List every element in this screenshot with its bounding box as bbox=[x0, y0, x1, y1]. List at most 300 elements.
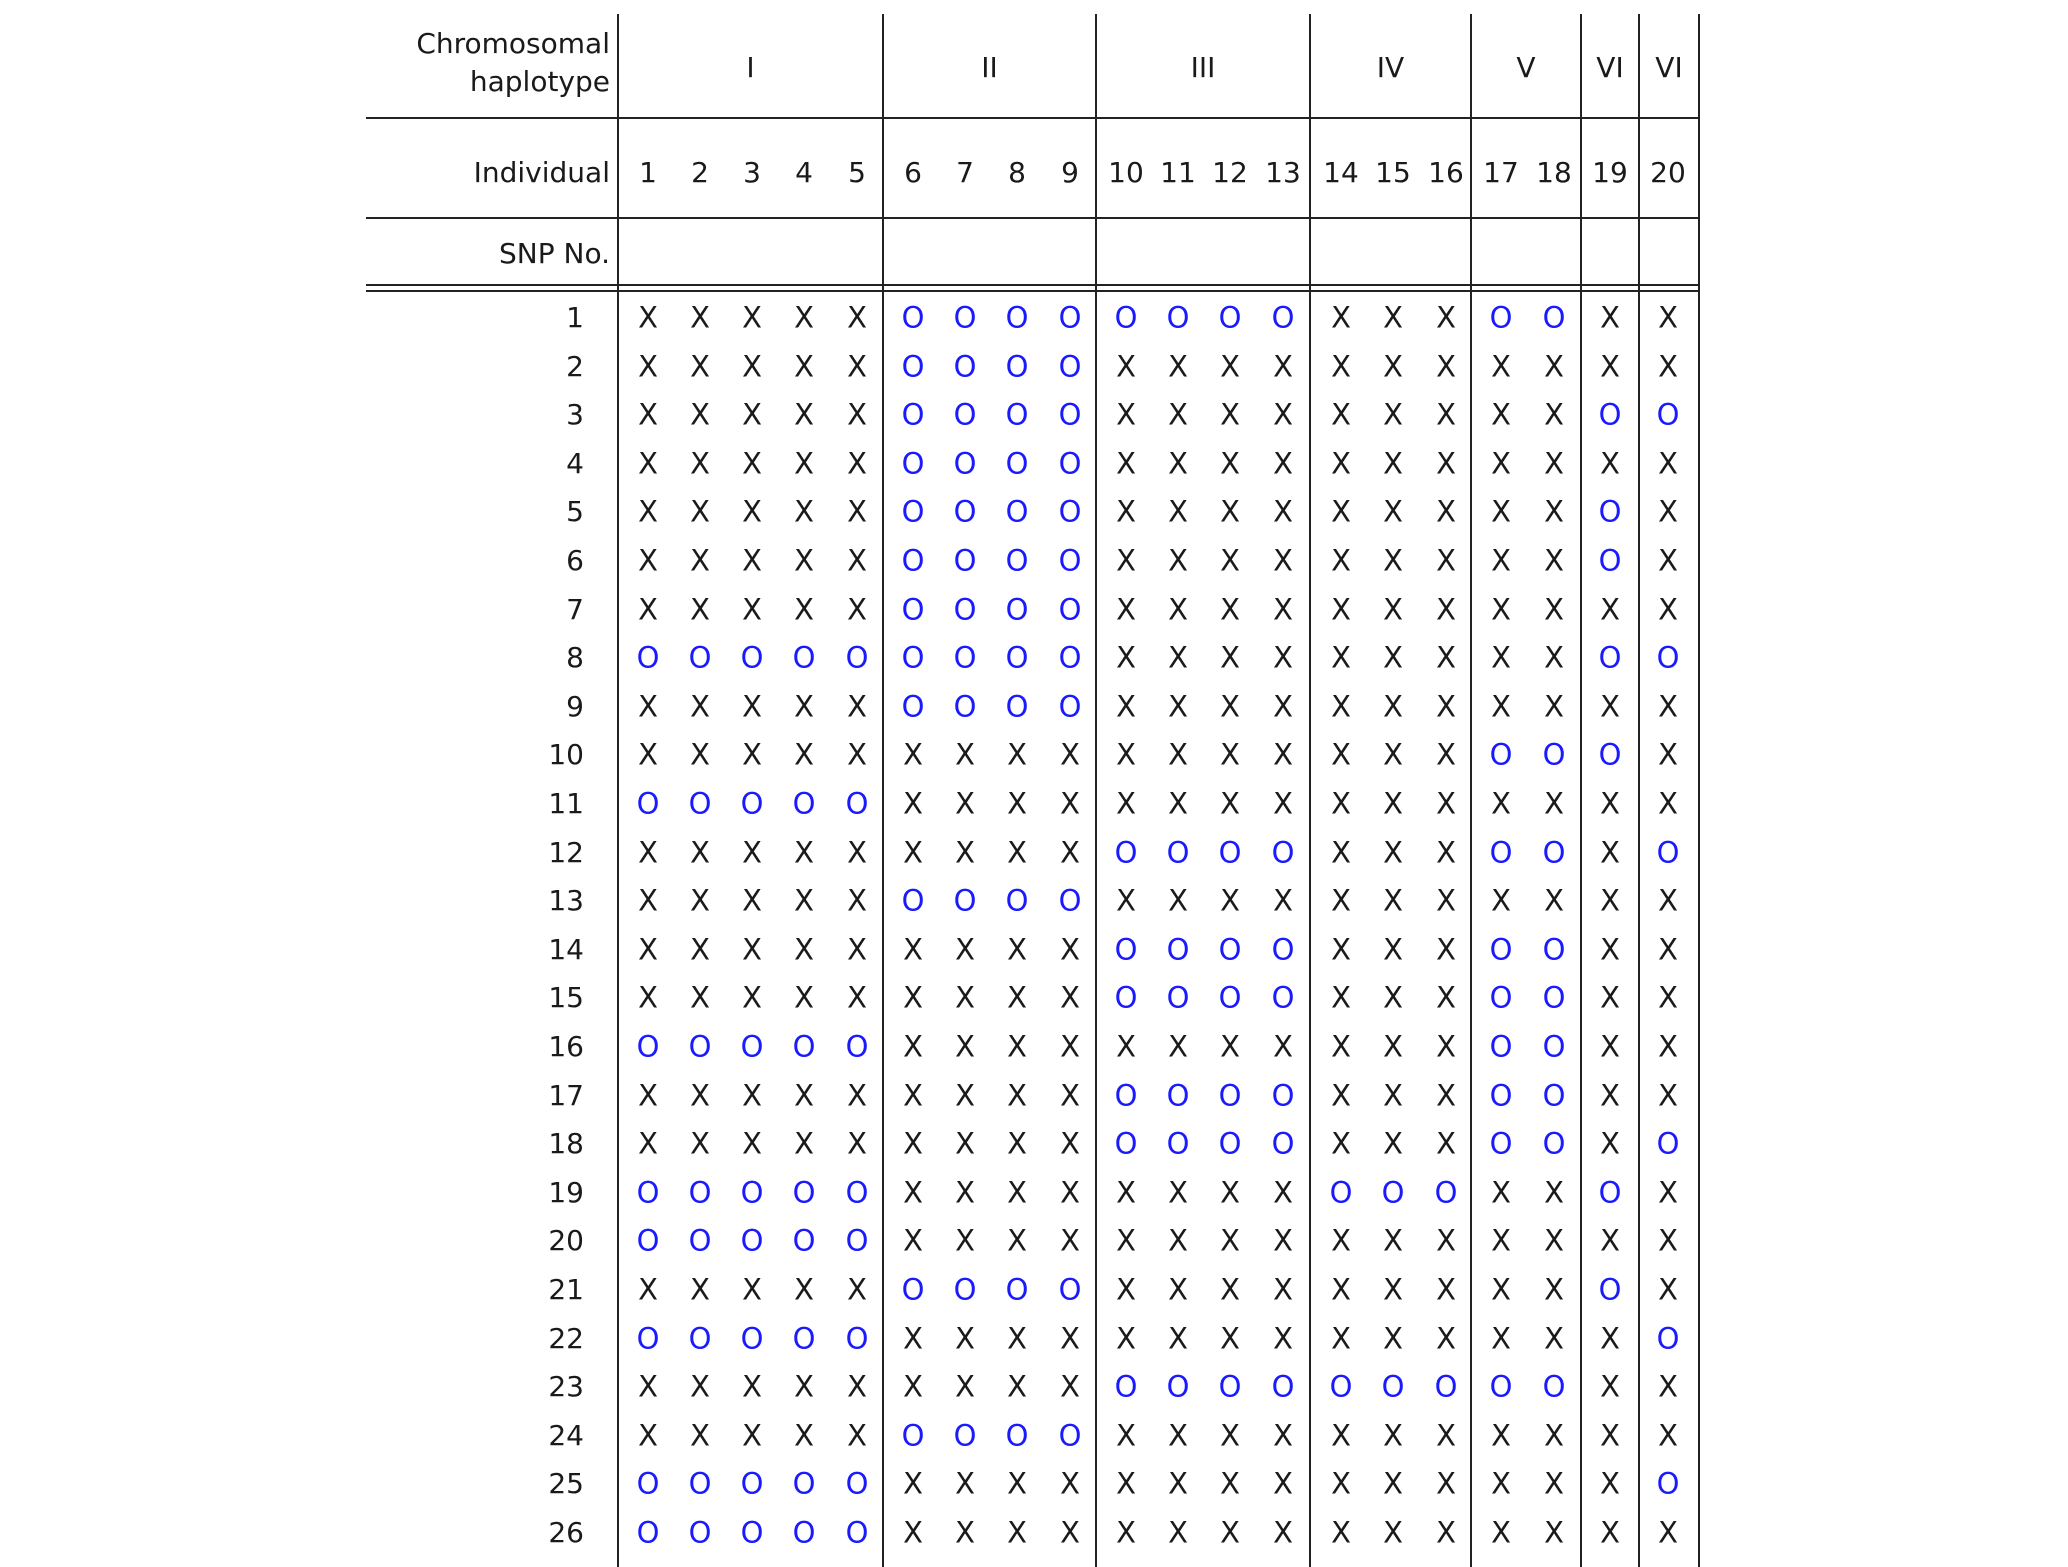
genotype-o-mark: O bbox=[792, 1466, 816, 1501]
genotype-x-mark: X bbox=[903, 1029, 923, 1064]
genotype-x-mark: X bbox=[1658, 1223, 1678, 1258]
genotype-o-mark: O bbox=[1114, 300, 1138, 335]
genotype-x-mark: X bbox=[1600, 1078, 1620, 1113]
genotype-x-mark: X bbox=[1436, 932, 1456, 967]
genotype-x-mark: X bbox=[1220, 883, 1240, 918]
genotype-x-mark: X bbox=[1007, 1321, 1027, 1356]
genotype-x-mark: X bbox=[1060, 737, 1080, 772]
genotype-o-mark: O bbox=[1058, 1418, 1082, 1453]
genotype-x-mark: X bbox=[1220, 1466, 1240, 1501]
genotype-x-mark: X bbox=[1220, 543, 1240, 578]
genotype-x-mark: X bbox=[1491, 494, 1511, 529]
genotype-x-mark: X bbox=[690, 349, 710, 384]
genotype-x-mark: X bbox=[955, 835, 975, 870]
genotype-o-mark: O bbox=[792, 1175, 816, 1210]
genotype-x-mark: X bbox=[1383, 397, 1403, 432]
genotype-x-mark: X bbox=[690, 592, 710, 627]
genotype-o-mark: O bbox=[1656, 397, 1680, 432]
genotype-x-mark: X bbox=[794, 543, 814, 578]
genotype-x-mark: X bbox=[1273, 1175, 1293, 1210]
genotype-x-mark: X bbox=[794, 689, 814, 724]
genotype-x-mark: X bbox=[1658, 300, 1678, 335]
genotype-x-mark: X bbox=[690, 397, 710, 432]
genotype-x-mark: X bbox=[1116, 446, 1136, 481]
genotype-x-mark: X bbox=[1600, 689, 1620, 724]
genotype-o-mark: O bbox=[901, 1418, 925, 1453]
genotype-o-mark: O bbox=[1489, 1369, 1513, 1404]
genotype-x-mark: X bbox=[1331, 1321, 1351, 1356]
genotype-x-mark: X bbox=[1658, 1029, 1678, 1064]
genotype-o-mark: O bbox=[1542, 1369, 1566, 1404]
genotype-x-mark: X bbox=[1273, 446, 1293, 481]
genotype-o-mark: O bbox=[1598, 543, 1622, 578]
genotype-x-mark: X bbox=[1491, 543, 1511, 578]
group-separator-2 bbox=[882, 14, 884, 1567]
genotype-x-mark: X bbox=[638, 835, 658, 870]
genotype-x-mark: X bbox=[638, 300, 658, 335]
genotype-o-mark: O bbox=[901, 543, 925, 578]
genotype-x-mark: X bbox=[1168, 446, 1188, 481]
genotype-o-mark: O bbox=[1166, 980, 1190, 1015]
genotype-x-mark: X bbox=[1600, 1466, 1620, 1501]
genotype-x-mark: X bbox=[1383, 300, 1403, 335]
genotype-o-mark: O bbox=[1058, 689, 1082, 724]
genotype-x-mark: X bbox=[1383, 543, 1403, 578]
individual-number: 3 bbox=[743, 156, 761, 189]
genotype-x-mark: X bbox=[955, 932, 975, 967]
genotype-o-mark: O bbox=[1656, 1466, 1680, 1501]
genotype-o-mark: O bbox=[1329, 1369, 1353, 1404]
genotype-o-mark: O bbox=[1542, 835, 1566, 870]
snp-number: 23 bbox=[548, 1370, 584, 1404]
snp-number: 16 bbox=[548, 1030, 584, 1063]
genotype-o-mark: O bbox=[1542, 737, 1566, 772]
snp-number: 2 bbox=[566, 349, 584, 383]
genotype-x-mark: X bbox=[1436, 737, 1456, 772]
genotype-x-mark: X bbox=[742, 300, 762, 335]
snp-number: 12 bbox=[548, 835, 584, 869]
genotype-o-mark: O bbox=[740, 1515, 764, 1550]
genotype-o-mark: O bbox=[1005, 349, 1029, 384]
genotype-x-mark: X bbox=[955, 737, 975, 772]
genotype-x-mark: X bbox=[1273, 1272, 1293, 1307]
genotype-x-mark: X bbox=[1658, 446, 1678, 481]
genotype-x-mark: X bbox=[1060, 835, 1080, 870]
genotype-x-mark: X bbox=[1600, 300, 1620, 335]
genotype-o-mark: O bbox=[1598, 737, 1622, 772]
genotype-x-mark: X bbox=[903, 1369, 923, 1404]
snp-number: 9 bbox=[566, 689, 584, 723]
genotype-x-mark: X bbox=[1436, 349, 1456, 384]
group-separator-8 bbox=[1698, 14, 1700, 1567]
genotype-x-mark: X bbox=[690, 543, 710, 578]
genotype-o-mark: O bbox=[688, 1223, 712, 1258]
genotype-o-mark: O bbox=[1218, 1126, 1242, 1161]
genotype-o-mark: O bbox=[1166, 835, 1190, 870]
genotype-o-mark: O bbox=[953, 640, 977, 675]
genotype-x-mark: X bbox=[1383, 1418, 1403, 1453]
genotype-x-mark: X bbox=[1168, 1223, 1188, 1258]
snp-number: 7 bbox=[566, 592, 584, 626]
genotype-x-mark: X bbox=[1273, 1466, 1293, 1501]
genotype-x-mark: X bbox=[1060, 1078, 1080, 1113]
genotype-o-mark: O bbox=[1598, 640, 1622, 675]
haplotype-group-label: VI bbox=[1655, 51, 1683, 84]
genotype-x-mark: X bbox=[1331, 349, 1351, 384]
snp-number: 20 bbox=[548, 1224, 584, 1258]
genotype-x-mark: X bbox=[955, 1029, 975, 1064]
genotype-x-mark: X bbox=[847, 883, 867, 918]
group-separator-4 bbox=[1309, 14, 1311, 1567]
genotype-x-mark: X bbox=[1436, 980, 1456, 1015]
genotype-x-mark: X bbox=[1436, 835, 1456, 870]
genotype-o-mark: O bbox=[845, 640, 869, 675]
genotype-o-mark: O bbox=[1489, 737, 1513, 772]
genotype-o-mark: O bbox=[953, 1418, 977, 1453]
genotype-x-mark: X bbox=[847, 300, 867, 335]
genotype-x-mark: X bbox=[1383, 1321, 1403, 1356]
genotype-x-mark: X bbox=[742, 1078, 762, 1113]
genotype-x-mark: X bbox=[690, 446, 710, 481]
genotype-x-mark: X bbox=[1007, 1223, 1027, 1258]
genotype-x-mark: X bbox=[742, 932, 762, 967]
genotype-x-mark: X bbox=[955, 1515, 975, 1550]
genotype-x-mark: X bbox=[1544, 1466, 1564, 1501]
genotype-x-mark: X bbox=[1491, 1418, 1511, 1453]
genotype-o-mark: O bbox=[1542, 1029, 1566, 1064]
genotype-x-mark: X bbox=[1116, 1515, 1136, 1550]
genotype-x-mark: X bbox=[1600, 1029, 1620, 1064]
genotype-x-mark: X bbox=[1600, 349, 1620, 384]
genotype-o-mark: O bbox=[1058, 300, 1082, 335]
genotype-x-mark: X bbox=[1007, 737, 1027, 772]
genotype-x-mark: X bbox=[742, 1272, 762, 1307]
genotype-x-mark: X bbox=[1491, 1515, 1511, 1550]
genotype-x-mark: X bbox=[1436, 543, 1456, 578]
genotype-x-mark: X bbox=[1383, 689, 1403, 724]
genotype-o-mark: O bbox=[901, 494, 925, 529]
genotype-o-mark: O bbox=[953, 300, 977, 335]
genotype-o-mark: O bbox=[1489, 1029, 1513, 1064]
genotype-x-mark: X bbox=[1007, 835, 1027, 870]
genotype-x-mark: X bbox=[847, 446, 867, 481]
genotype-x-mark: X bbox=[903, 1175, 923, 1210]
genotype-x-mark: X bbox=[1331, 1078, 1351, 1113]
genotype-x-mark: X bbox=[1220, 1029, 1240, 1064]
header-rule-haplotype bbox=[366, 117, 1699, 119]
genotype-x-mark: X bbox=[794, 397, 814, 432]
genotype-o-mark: O bbox=[1489, 835, 1513, 870]
genotype-x-mark: X bbox=[1544, 689, 1564, 724]
genotype-x-mark: X bbox=[794, 494, 814, 529]
genotype-x-mark: X bbox=[1168, 1418, 1188, 1453]
genotype-x-mark: X bbox=[742, 980, 762, 1015]
genotype-x-mark: X bbox=[690, 300, 710, 335]
genotype-x-mark: X bbox=[1116, 1321, 1136, 1356]
snp-number: 17 bbox=[548, 1078, 584, 1112]
genotype-x-mark: X bbox=[903, 932, 923, 967]
genotype-x-mark: X bbox=[1007, 1369, 1027, 1404]
individual-number: 1 bbox=[639, 156, 657, 189]
genotype-x-mark: X bbox=[1060, 786, 1080, 821]
genotype-x-mark: X bbox=[690, 689, 710, 724]
genotype-x-mark: X bbox=[1331, 1418, 1351, 1453]
genotype-x-mark: X bbox=[1116, 737, 1136, 772]
genotype-x-mark: X bbox=[1331, 1515, 1351, 1550]
genotype-x-mark: X bbox=[638, 349, 658, 384]
genotype-x-mark: X bbox=[638, 397, 658, 432]
genotype-x-mark: X bbox=[955, 1223, 975, 1258]
genotype-x-mark: X bbox=[1658, 1418, 1678, 1453]
genotype-x-mark: X bbox=[955, 1321, 975, 1356]
genotype-o-mark: O bbox=[1271, 980, 1295, 1015]
genotype-x-mark: X bbox=[1436, 300, 1456, 335]
genotype-x-mark: X bbox=[1436, 1272, 1456, 1307]
genotype-o-mark: O bbox=[1114, 835, 1138, 870]
genotype-x-mark: X bbox=[1600, 1321, 1620, 1356]
genotype-x-mark: X bbox=[1544, 1175, 1564, 1210]
genotype-o-mark: O bbox=[740, 1223, 764, 1258]
genotype-x-mark: X bbox=[794, 883, 814, 918]
genotype-x-mark: X bbox=[1436, 1223, 1456, 1258]
genotype-x-mark: X bbox=[1491, 1175, 1511, 1210]
genotype-x-mark: X bbox=[1600, 446, 1620, 481]
genotype-x-mark: X bbox=[638, 883, 658, 918]
genotype-x-mark: X bbox=[1220, 1321, 1240, 1356]
snp-number: 5 bbox=[566, 495, 584, 529]
genotype-x-mark: X bbox=[1436, 1029, 1456, 1064]
genotype-o-mark: O bbox=[1218, 980, 1242, 1015]
genotype-x-mark: X bbox=[742, 1369, 762, 1404]
genotype-o-mark: O bbox=[1598, 494, 1622, 529]
genotype-x-mark: X bbox=[1383, 592, 1403, 627]
individual-label: Individual bbox=[473, 156, 610, 189]
genotype-o-mark: O bbox=[845, 1175, 869, 1210]
individual-number: 18 bbox=[1536, 156, 1572, 189]
genotype-o-mark: O bbox=[1005, 397, 1029, 432]
genotype-x-mark: X bbox=[1491, 397, 1511, 432]
genotype-x-mark: X bbox=[1383, 1223, 1403, 1258]
genotype-o-mark: O bbox=[1598, 397, 1622, 432]
genotype-x-mark: X bbox=[690, 980, 710, 1015]
genotype-x-mark: X bbox=[742, 494, 762, 529]
genotype-x-mark: X bbox=[1331, 689, 1351, 724]
genotype-x-mark: X bbox=[1116, 689, 1136, 724]
genotype-o-mark: O bbox=[1656, 1126, 1680, 1161]
genotype-o-mark: O bbox=[1005, 883, 1029, 918]
genotype-x-mark: X bbox=[638, 494, 658, 529]
genotype-x-mark: X bbox=[1168, 1029, 1188, 1064]
snp-number: 24 bbox=[548, 1418, 584, 1452]
genotype-x-mark: X bbox=[1544, 446, 1564, 481]
genotype-x-mark: X bbox=[794, 835, 814, 870]
genotype-x-mark: X bbox=[903, 1223, 923, 1258]
genotype-x-mark: X bbox=[1383, 1515, 1403, 1550]
genotype-x-mark: X bbox=[794, 349, 814, 384]
genotype-o-mark: O bbox=[688, 786, 712, 821]
genotype-o-mark: O bbox=[1114, 932, 1138, 967]
genotype-o-mark: O bbox=[953, 349, 977, 384]
genotype-x-mark: X bbox=[1544, 349, 1564, 384]
genotype-x-mark: X bbox=[1491, 1223, 1511, 1258]
genotype-x-mark: X bbox=[690, 494, 710, 529]
genotype-o-mark: O bbox=[845, 1466, 869, 1501]
snp-number: 22 bbox=[548, 1321, 584, 1355]
haplotype-label-line2: haplotype bbox=[469, 65, 610, 98]
genotype-x-mark: X bbox=[1116, 349, 1136, 384]
genotype-x-mark: X bbox=[1383, 446, 1403, 481]
genotype-x-mark: X bbox=[1273, 737, 1293, 772]
header-rule-snp-lower bbox=[366, 290, 1699, 292]
snp-number: 15 bbox=[548, 981, 584, 1015]
genotype-x-mark: X bbox=[1273, 786, 1293, 821]
genotype-x-mark: X bbox=[638, 446, 658, 481]
genotype-x-mark: X bbox=[1600, 1223, 1620, 1258]
genotype-x-mark: X bbox=[638, 737, 658, 772]
genotype-o-mark: O bbox=[636, 1321, 660, 1356]
snp-number: 8 bbox=[566, 641, 584, 675]
genotype-x-mark: X bbox=[1491, 592, 1511, 627]
genotype-x-mark: X bbox=[1060, 1029, 1080, 1064]
genotype-x-mark: X bbox=[1331, 494, 1351, 529]
haplotype-group-label: V bbox=[1516, 51, 1536, 84]
genotype-x-mark: X bbox=[1600, 835, 1620, 870]
genotype-o-mark: O bbox=[1005, 1272, 1029, 1307]
genotype-o-mark: O bbox=[792, 1029, 816, 1064]
snp-number: 25 bbox=[548, 1467, 584, 1501]
genotype-x-mark: X bbox=[847, 1369, 867, 1404]
genotype-o-mark: O bbox=[845, 1321, 869, 1356]
genotype-o-mark: O bbox=[1058, 883, 1082, 918]
genotype-x-mark: X bbox=[1220, 689, 1240, 724]
genotype-o-mark: O bbox=[1381, 1369, 1405, 1404]
genotype-x-mark: X bbox=[638, 1369, 658, 1404]
genotype-x-mark: X bbox=[1168, 1515, 1188, 1550]
genotype-x-mark: X bbox=[742, 397, 762, 432]
genotype-x-mark: X bbox=[1116, 1466, 1136, 1501]
genotype-x-mark: X bbox=[742, 349, 762, 384]
genotype-o-mark: O bbox=[740, 1175, 764, 1210]
genotype-x-mark: X bbox=[638, 932, 658, 967]
genotype-x-mark: X bbox=[1600, 1369, 1620, 1404]
individual-number: 13 bbox=[1265, 156, 1301, 189]
genotype-o-mark: O bbox=[901, 397, 925, 432]
genotype-x-mark: X bbox=[1491, 1272, 1511, 1307]
genotype-x-mark: X bbox=[690, 835, 710, 870]
genotype-x-mark: X bbox=[1383, 494, 1403, 529]
genotype-o-mark: O bbox=[1434, 1369, 1458, 1404]
genotype-x-mark: X bbox=[1331, 543, 1351, 578]
genotype-x-mark: X bbox=[1491, 1466, 1511, 1501]
genotype-x-mark: X bbox=[847, 932, 867, 967]
genotype-x-mark: X bbox=[1220, 737, 1240, 772]
genotype-x-mark: X bbox=[1331, 397, 1351, 432]
genotype-o-mark: O bbox=[1218, 932, 1242, 967]
genotype-x-mark: X bbox=[1491, 446, 1511, 481]
genotype-x-mark: X bbox=[1600, 1126, 1620, 1161]
genotype-x-mark: X bbox=[1220, 1272, 1240, 1307]
genotype-o-mark: O bbox=[953, 543, 977, 578]
genotype-x-mark: X bbox=[903, 835, 923, 870]
genotype-x-mark: X bbox=[847, 737, 867, 772]
individual-number: 14 bbox=[1323, 156, 1359, 189]
genotype-x-mark: X bbox=[1544, 1515, 1564, 1550]
genotype-x-mark: X bbox=[794, 1272, 814, 1307]
genotype-o-mark: O bbox=[740, 1321, 764, 1356]
snp-number: 21 bbox=[548, 1273, 584, 1306]
genotype-x-mark: X bbox=[1007, 1175, 1027, 1210]
genotype-x-mark: X bbox=[794, 737, 814, 772]
genotype-x-mark: X bbox=[1600, 932, 1620, 967]
genotype-x-mark: X bbox=[1600, 592, 1620, 627]
genotype-x-mark: X bbox=[1436, 1078, 1456, 1113]
genotype-x-mark: X bbox=[903, 737, 923, 772]
genotype-x-mark: X bbox=[1544, 883, 1564, 918]
genotype-x-mark: X bbox=[1600, 883, 1620, 918]
genotype-x-mark: X bbox=[1383, 1126, 1403, 1161]
genotype-x-mark: X bbox=[1273, 1223, 1293, 1258]
genotype-x-mark: X bbox=[1658, 932, 1678, 967]
genotype-x-mark: X bbox=[1658, 1078, 1678, 1113]
genotype-x-mark: X bbox=[1116, 494, 1136, 529]
genotype-x-mark: X bbox=[742, 1418, 762, 1453]
genotype-x-mark: X bbox=[742, 689, 762, 724]
genotype-x-mark: X bbox=[1331, 640, 1351, 675]
individual-number: 5 bbox=[848, 156, 866, 189]
genotype-o-mark: O bbox=[1598, 1272, 1622, 1307]
genotype-x-mark: X bbox=[1491, 349, 1511, 384]
genotype-x-mark: X bbox=[1331, 835, 1351, 870]
genotype-x-mark: X bbox=[1168, 349, 1188, 384]
genotype-o-mark: O bbox=[1058, 592, 1082, 627]
genotype-x-mark: X bbox=[1436, 1515, 1456, 1550]
genotype-x-mark: X bbox=[1168, 1272, 1188, 1307]
genotype-x-mark: X bbox=[1436, 883, 1456, 918]
genotype-o-mark: O bbox=[1271, 932, 1295, 967]
snp-haplotype-table bbox=[366, 14, 1709, 1567]
genotype-o-mark: O bbox=[1271, 1369, 1295, 1404]
genotype-x-mark: X bbox=[1331, 786, 1351, 821]
genotype-o-mark: O bbox=[1656, 1321, 1680, 1356]
genotype-x-mark: X bbox=[1060, 1175, 1080, 1210]
genotype-x-mark: X bbox=[1491, 640, 1511, 675]
genotype-o-mark: O bbox=[953, 397, 977, 432]
genotype-o-mark: O bbox=[1489, 1126, 1513, 1161]
genotype-x-mark: X bbox=[1220, 1175, 1240, 1210]
genotype-x-mark: X bbox=[794, 1078, 814, 1113]
genotype-x-mark: X bbox=[847, 543, 867, 578]
genotype-o-mark: O bbox=[1005, 1418, 1029, 1453]
genotype-x-mark: X bbox=[1544, 1321, 1564, 1356]
genotype-x-mark: X bbox=[1383, 1029, 1403, 1064]
genotype-o-mark: O bbox=[740, 640, 764, 675]
genotype-x-mark: X bbox=[1658, 786, 1678, 821]
genotype-x-mark: X bbox=[1273, 397, 1293, 432]
group-separator-5 bbox=[1470, 14, 1472, 1567]
genotype-x-mark: X bbox=[1600, 1418, 1620, 1453]
haplotype-group-label: II bbox=[981, 51, 998, 84]
genotype-o-mark: O bbox=[740, 1466, 764, 1501]
genotype-x-mark: X bbox=[1220, 1223, 1240, 1258]
group-separator-6 bbox=[1580, 14, 1582, 1567]
genotype-x-mark: X bbox=[1220, 1515, 1240, 1550]
genotype-x-mark: X bbox=[1116, 883, 1136, 918]
genotype-x-mark: X bbox=[1168, 543, 1188, 578]
genotype-x-mark: X bbox=[1436, 1126, 1456, 1161]
genotype-x-mark: X bbox=[1168, 397, 1188, 432]
individual-number: 16 bbox=[1428, 156, 1464, 189]
genotype-o-mark: O bbox=[845, 1515, 869, 1550]
